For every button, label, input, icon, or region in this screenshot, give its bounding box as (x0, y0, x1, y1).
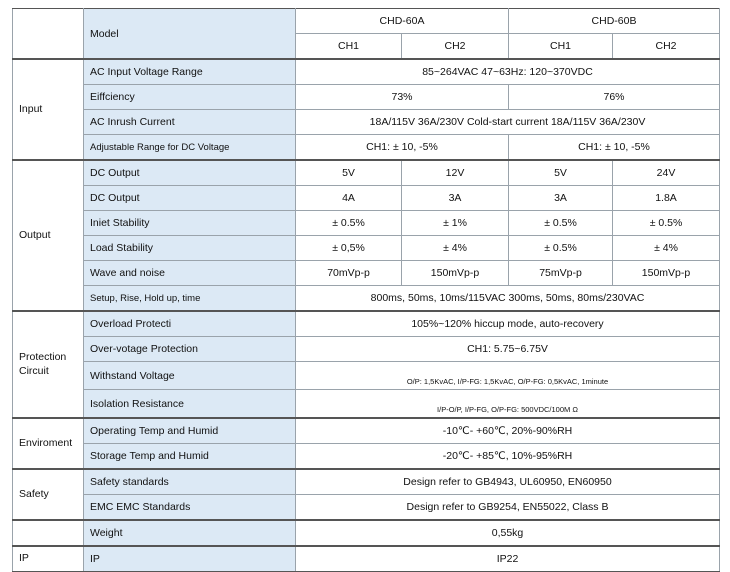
efficiency-a: 73% (296, 85, 509, 110)
operating-value: -10℃- +60℃, 20%-90%RH (296, 418, 720, 444)
load-stab-a1: ± 0,5% (296, 236, 402, 261)
dc-current-b2: 1.8A (613, 186, 720, 211)
load-stab-b2: ± 4% (613, 236, 720, 261)
row-weight (13, 520, 720, 546)
row-dc-current (13, 186, 720, 211)
isolation-value: I/P-O/P, I/P-FG, O/P-FG: 500VDC/100M Ω (296, 390, 720, 419)
isolation-label: Isolation Resistance (84, 390, 296, 419)
ac-range-label: AC Input Voltage Range (84, 59, 296, 85)
model-b-ch2: CH2 (613, 34, 720, 60)
ripple-a2: 150mVp-p (402, 261, 509, 286)
row-timing (13, 286, 720, 312)
model-a-ch2: CH2 (402, 34, 509, 60)
dc-voltage-a1: 5V (296, 160, 402, 186)
dc-current-b1: 3A (509, 186, 613, 211)
header-row-models (13, 9, 720, 34)
model-b-ch1: CH1 (509, 34, 613, 60)
row-efficiency (13, 85, 720, 110)
adjust-b: CH1: ± 10, -5% (509, 135, 720, 161)
row-adjust (13, 135, 720, 161)
emc-label: EMC EMC Standards (84, 495, 296, 521)
row-load-stability (13, 236, 720, 261)
line-stab-b1: ± 0.5% (509, 211, 613, 236)
inrush-value: 18A/115V 36A/230V Cold-start current 18A/115V 36A/230V (296, 110, 720, 135)
row-safety-standards (13, 469, 720, 495)
group-protection-line1: Protection (19, 351, 67, 364)
withstand-value: O/P: 1,5KvAC, I/P-FG: 1,5KvAC, O/P-FG: 0,5KvAC, 1minute (296, 362, 720, 390)
row-overvoltage (13, 337, 720, 362)
model-label: Model (84, 9, 296, 60)
line-stab-b2: ± 0.5% (613, 211, 720, 236)
operating-label: Operating Temp and Humid (84, 418, 296, 444)
inrush-label: AC Inrush Current (84, 110, 296, 135)
timing-value: 800ms, 50ms, 10ms/115VAC 300ms, 50ms, 80ms/230VAC (296, 286, 720, 312)
safety-standards-label: Safety standards (84, 469, 296, 495)
group-protection-line2: Circuit (19, 364, 49, 377)
overvoltage-label: Over-votage Protection (84, 337, 296, 362)
model-a-ch1: CH1 (296, 34, 402, 60)
model-b: CHD-60B (509, 9, 720, 34)
overload-value: 105%~120% hiccup mode, auto-recovery (296, 311, 720, 337)
dc-current-label: DC Output (84, 186, 296, 211)
row-line-stability (13, 211, 720, 236)
overvoltage-value: CH1: 5.75~6.75V (296, 337, 720, 362)
row-ac-input-range (13, 59, 720, 85)
row-overload (13, 311, 720, 337)
row-operating (13, 418, 720, 444)
row-inrush (13, 110, 720, 135)
row-storage (13, 444, 720, 470)
withstand-label: Withstand Voltage (84, 362, 296, 390)
timing-label: Setup, Rise, Hold up, time (84, 286, 296, 312)
group-input: Input (13, 59, 84, 160)
line-stab-a2: ± 1% (402, 211, 509, 236)
group-weight-blank (13, 520, 84, 546)
load-stab-label: Load Stability (84, 236, 296, 261)
line-stab-label: Iniet Stability (84, 211, 296, 236)
ripple-a1: 70mVp-p (296, 261, 402, 286)
dc-voltage-b2: 24V (613, 160, 720, 186)
storage-value: -20℃- +85℃, 10%-95%RH (296, 444, 720, 470)
weight-value: 0,55kg (296, 520, 720, 546)
group-protection (13, 311, 84, 418)
row-withstand (13, 362, 720, 390)
group-environment: Enviroment (13, 418, 84, 469)
ip-value: IP22 (296, 546, 720, 572)
dc-voltage-label: DC Output (84, 160, 296, 186)
header-blank (13, 9, 84, 60)
group-ip: IP (13, 546, 84, 572)
ripple-label: Wave and noise (84, 261, 296, 286)
overload-label: Overload Protecti (84, 311, 296, 337)
spec-table (12, 8, 720, 572)
group-output: Output (13, 160, 84, 311)
safety-standards-value: Design refer to GB4943, UL60950, EN60950 (296, 469, 720, 495)
row-dc-voltage (13, 160, 720, 186)
adjust-a: CH1: ± 10, -5% (296, 135, 509, 161)
dc-voltage-a2: 12V (402, 160, 509, 186)
group-safety: Safety (13, 469, 84, 520)
ip-label: IP (84, 546, 296, 572)
row-isolation (13, 390, 720, 419)
ripple-b2: 150mVp-p (613, 261, 720, 286)
load-stab-b1: ± 0.5% (509, 236, 613, 261)
load-stab-a2: ± 4% (402, 236, 509, 261)
model-a: CHD-60A (296, 9, 509, 34)
weight-label: Weight (84, 520, 296, 546)
storage-label: Storage Temp and Humid (84, 444, 296, 470)
adjust-label: Adjustable Range for DC Voltage (84, 135, 296, 161)
dc-current-a2: 3A (402, 186, 509, 211)
row-ripple (13, 261, 720, 286)
dc-current-a1: 4A (296, 186, 402, 211)
efficiency-b: 76% (509, 85, 720, 110)
ripple-b1: 75mVp-p (509, 261, 613, 286)
dc-voltage-b1: 5V (509, 160, 613, 186)
row-ip (13, 546, 720, 572)
row-emc (13, 495, 720, 521)
emc-value: Design refer to GB9254, EN55022, Class B (296, 495, 720, 521)
efficiency-label: Eiffciency (84, 85, 296, 110)
line-stab-a1: ± 0.5% (296, 211, 402, 236)
ac-range-value: 85~264VAC 47~63Hz: 120~370VDC (296, 59, 720, 85)
